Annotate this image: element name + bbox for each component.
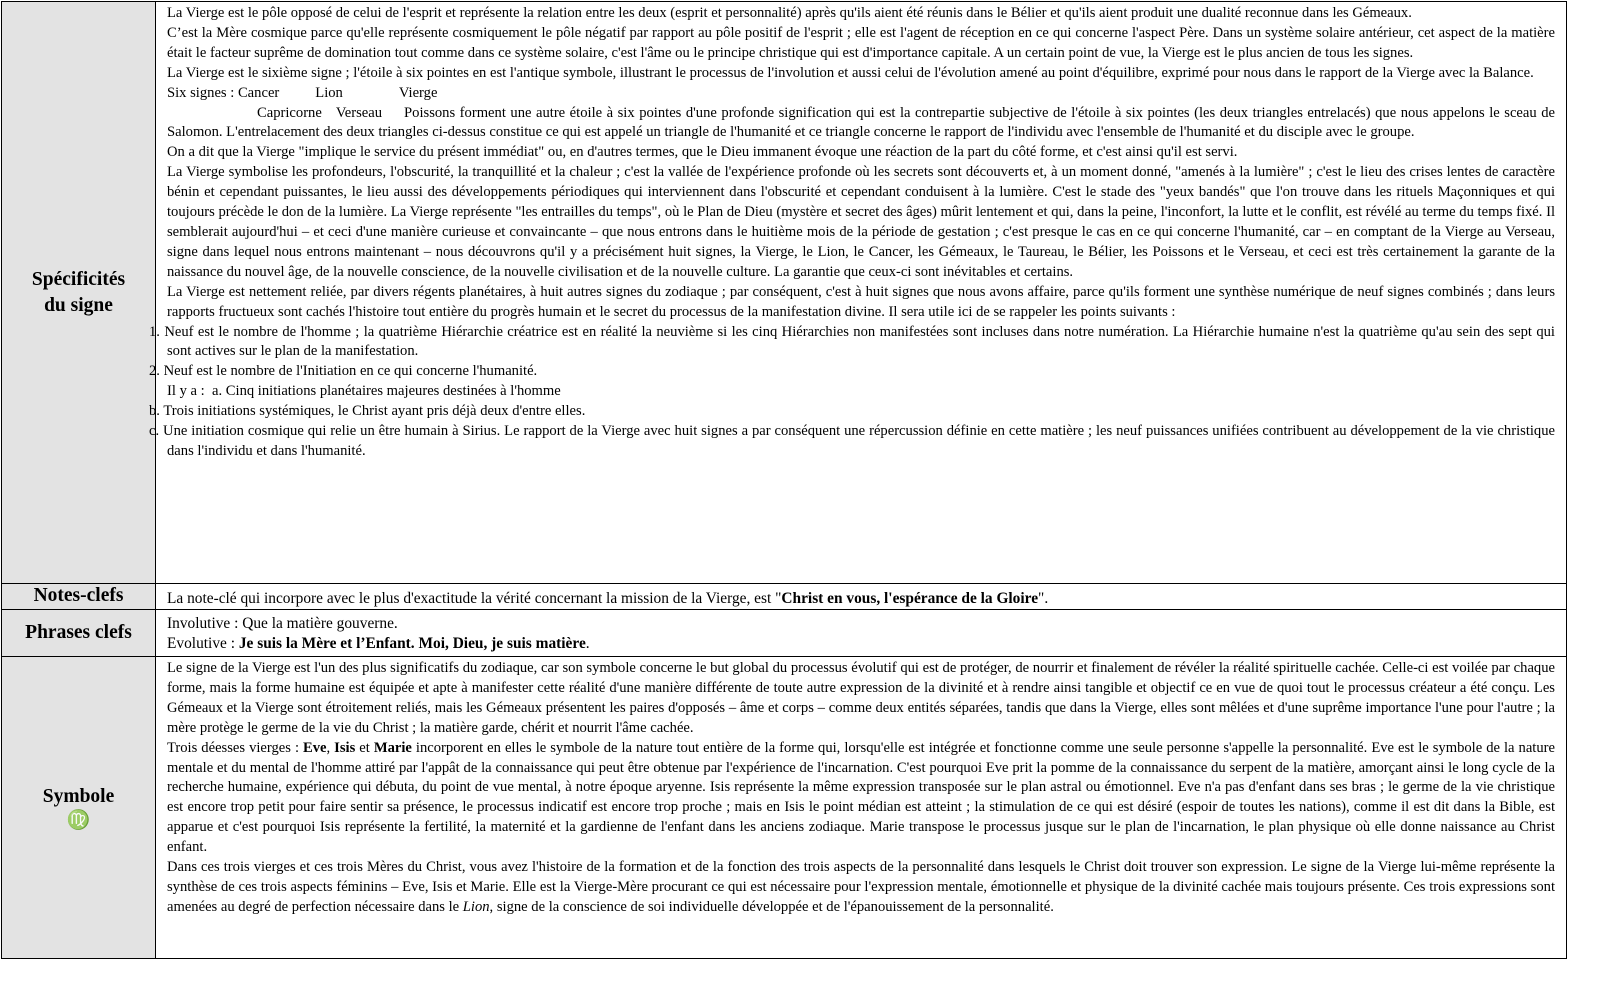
paragraph	[167, 858, 1555, 918]
six-signs-capricorne: Capricorne	[257, 104, 322, 121]
text-span: Trois déesses vierges :	[167, 739, 303, 756]
text-span: Dans ces trois vierges et ces trois Mères du Christ, vous avez l'histoire de la formation et de la fonction des trois aspects de la personnalité dans lesquels le Christ doit trouver son expression. Le signe de la Vierge lui-même représente la synthèse de ces trois aspects féminins – Eve, Isis et Marie. Elle est la Vierge-Mère procurant ce qui est nécessaire pour l'expression mentale, émotionnelle et physique de la divinité cachée mais toujours présente. Ces trois expressions sont amenées au degré de perfection nécessaire dans le	[167, 859, 1555, 915]
symbole-content	[156, 657, 1567, 959]
paragraph: C’est la Mère cosmique parce qu'elle représente cosmiquement le pôle négatif par rapport au pôle positif de l'esprit ; elle est l'agent de réception en ce qui concerne l'aspect Père. Dans un système solaire antérieur, cet aspect de la matière était le facteur suprême de domination tout comme dans ce système solaire, c'est l'âme ou le principe christique qui est d'importance capitale. A un certain point de vue, la Vierge est le plus ancien de tous les signes.	[167, 24, 1555, 61]
paragraph: Le signe de la Vierge est l'un des plus significatifs du zodiaque, car son symbole concerne le but global du processus évolutif qui est de protéger, de nourrir et finalement de révéler la réalité spirituelle cachée. Celle-ci est voilée par chaque forme, mais la forme humaine est équipée et apte à manifester cette réalité d'une manière différente de toute autre expression de la divinité et à rendre ainsi tangible et objectif ce en vue de quoi tout le processus créateur a été conçu. Les Gémeaux et la Vierge sont étroitement reliés, mais les Gémeaux présentent les paires d'opposés – âme et corps – comme deux entités séparées, tandis que dans la Vierge, elles sont mêlées et d'une suprême importance l'une pour l'autre ; la mère protège le germe de la vie du Christ ; la matière garde, chérit et nourrit l'âme cachée.	[167, 660, 1555, 736]
list-item: b. Trois initiations systémiques, le Christ ayant pris déjà deux d'entre elles.	[149, 403, 586, 420]
row-label-text: Notes-clefs	[33, 585, 124, 606]
six-signs-rest: Poissons forment une autre étoile à six pointes d'une profonde signification qui est la contrepartie subjective de l'étoile à six pointes (les deux triangles entrelacés) que nous appelons le sceau de Salomon. L'entrelacement des deux triangles ci-dessus constitue ce qui est appelé un triangle de l'humanité et ce triangle concerne le rapport de l'individu avec l'ensemble de l'humanité et du disciple avec le groupe.	[167, 104, 1555, 141]
paragraph: La Vierge est nettement reliée, par divers régents planétaires, à huit autres signes du zodiaque ; par conséquent, c'est à huit signes que nous avons affaire, parce qu'ils forment une synthèse numérique de neuf signes combinés ; dans leurs rapports fructueux sont cachés l'histoire tout entière du progrès humain et le secret du processus de la manifestation divine. Il sera utile ici de se rappeler les points suivants :	[167, 283, 1555, 320]
ilya-label: Il y a :	[167, 383, 205, 400]
notes-content	[156, 584, 1567, 610]
table-row	[2, 584, 1567, 610]
specificites-content	[149, 2, 1567, 584]
paragraph: On a dit que la Vierge "implique le service du présent immédiat" ou, en d'autres termes, que le Dieu immanent évoque une réaction de la part du côté forme, et c'est ainsi qu'il est servi.	[167, 144, 1238, 161]
zodiac-sign-table	[1, 1, 1567, 959]
list-item: c. Une initiation cosmique qui relie un être humain à Sirius. Le rapport de la Vierge avec huit signes a par conséquent une répercussion définie en cette matière ; les neuf puissances unifiées contribuent au développement de la vie christique dans l'individu et dans l'humanité.	[149, 423, 1555, 459]
six-signs-lion: Lion	[315, 84, 343, 101]
phrases-content	[156, 610, 1567, 657]
note-bold: Christ en vous, l'espérance de la Gloire	[781, 590, 1039, 607]
row-label-text: Spécificités	[31, 268, 126, 290]
row-label-specificites	[2, 2, 156, 584]
sub-item-a: a. Cinq initiations planétaires majeures destinées à l'homme	[212, 383, 561, 400]
list-item: 1. Neuf est le nombre de l'homme ; la quatrième Hiérarchie créatrice est en réalité la neuvième si les cinq Hiérarchies non manifestées sont incluses dans notre numération. La Hiérarchie humaine n'est la quatrième qu'au sein des sept qui sont actives sur le plan de la manifestation.	[149, 323, 1555, 360]
row-label-text: Symbole	[42, 785, 115, 807]
text-span: , signe de la conscience de soi individuelle développée et de l'épanouissement de la personnalité.	[489, 898, 1054, 915]
virgo-icon: ♍	[66, 809, 91, 831]
text-span: et	[355, 739, 374, 756]
note-text-end: ".	[1038, 590, 1049, 607]
evolutive-line	[167, 634, 1555, 654]
paragraph	[167, 739, 1555, 858]
note-text: La note-clé qui incorpore avec le plus d'exactitude la vérité concernant la mission de la Vierge, est "	[167, 590, 782, 607]
text-span: ,	[326, 739, 335, 756]
name-marie: Marie	[373, 739, 412, 756]
paragraph: La Vierge est le pôle opposé de celui de l'esprit et représente la relation entre les deux (esprit et personnalité) après qu'ils aient été réunis dans le Bélier et qu'ils aient produit une dualité reconnue dans les Gémeaux.	[167, 5, 1412, 21]
name-eve: Eve	[303, 739, 327, 756]
list-item	[167, 382, 1555, 402]
six-signs-verseau: Verseau	[335, 104, 383, 121]
involutive-line: Involutive : Que la matière gouverne.	[167, 615, 398, 632]
name-isis: Isis	[334, 739, 356, 756]
table-row	[2, 657, 1567, 959]
six-signs-line	[167, 84, 1555, 104]
list-item: 2. Neuf est le nombre de l'Initiation en ce qui concerne l'humanité.	[149, 363, 538, 380]
table-row	[2, 610, 1567, 657]
six-signs-vierge: Vierge	[398, 84, 438, 101]
evolutive-bold: Je suis la Mère et l’Enfant. Moi, Dieu, je suis matière	[238, 635, 586, 652]
paragraph	[167, 589, 1555, 609]
paragraph	[167, 104, 1555, 144]
row-label-text: Phrases clefs	[25, 622, 132, 643]
row-label-phrases	[2, 610, 156, 657]
paragraph: La Vierge symbolise les profondeurs, l'obscurité, la tranquillité et la chaleur ; c'est la vallée de l'expérience profonde où les secrets sont découverts et, à un moment donné, "amenés à la lumière" ; c'est le lieu des crises lentes de caractère bénin et cependant puissantes, le lieu aussi des développements périodiques qui interviennent dans l'obscurité et cependant conduisent à la lumière. C'est le stade des "yeux bandés" que l'on trouve dans les rituels Maçonniques et qui toujours précède le don de la lumière. La Vierge représente "les entrailles du temps", où le Plan de Dieu (mystère et secret des âges) mûrit lentement et qui, dans la peine, l'inconfort, la lutte et le conflit, est révélé au terme du temps fixé. Il semblerait aujourd'hui – et ceci d'une manière curieuse et convaincante – que nous entrons dans le huitième mois de la période de gestation ; c'est presque le cas en ce qui concerne l'humanité, car – en comptant de la Vierge au Verseau, signe dans lequel nous entrons maintenant – nous découvrons qu'il y a précisément huit signes, la Vierge, le Lion, le Cancer, les Gémeaux, le Taureau, le Bélier, les Poissons et le Verseau, et ceci est très certainement la garante de la naissance du nouvel âge, de la nouvelle conscience, de la nouvelle civilisation et de la nouvelle culture. La garantie que ceux-ci sont inévitables et certains.	[167, 164, 1555, 280]
row-label-text: du signe	[44, 294, 113, 316]
text-span: incorporent en elles le symbole de la nature tout entière de la forme qui, lorsqu'elle est intégrée et fonctionne comme une seule personne s'appelle la personnalité. Eve est le symbole de la nature mentale et du mental de l'homme attiré par l'appât de la connaissance qui peut être obtenue par l'expérience de l'incarnation. C'est pourquoi Eve prit la pomme de la connaissance du serpent de la matière, amorçant ainsi le long cycle de la recherche humaine, expérience qui débuta, du point de vue mental, à notre époque aryenne. Isis représente la même expression transposée sur le plan astral ou émotionnel. Eve n'a pas d'enfant dans ses bras ; le germe de la vie christique est encore trop petit pour faire sentir sa présence, le processus indicatif est encore trop proche ; mais en Isis le point médian est atteint ; la stimulation de ce qui est désiré (espoir de toutes les nations), comme il est dit dans la Bible, est apparue et c'est pourquoi Isis représente la fertilité, la maternité et la gardienne de l'enfant dans les anciens zodiaque. Marie transpose le processus jusque sur le plan de l'incarnation, le plan physique où elle donne naissance au Christ enfant.	[167, 739, 1555, 856]
lion-italic: Lion	[462, 898, 490, 915]
evolutive-end: .	[585, 635, 590, 652]
evolutive-label: Evolutive :	[167, 635, 239, 652]
paragraph: La Vierge est le sixième signe ; l'étoile à six pointes en est l'antique symbole, illustrant le processus de l'involution et aussi celui de l'évolution amené au point d'équilibre, exprimé pour nous dans le rapport de la Vierge avec la Balance.	[167, 64, 1534, 81]
table-row	[2, 2, 1567, 584]
six-signs-label: Six signes : Cancer	[167, 84, 280, 101]
row-label-symbole	[2, 657, 156, 959]
row-label-notes	[2, 584, 156, 610]
